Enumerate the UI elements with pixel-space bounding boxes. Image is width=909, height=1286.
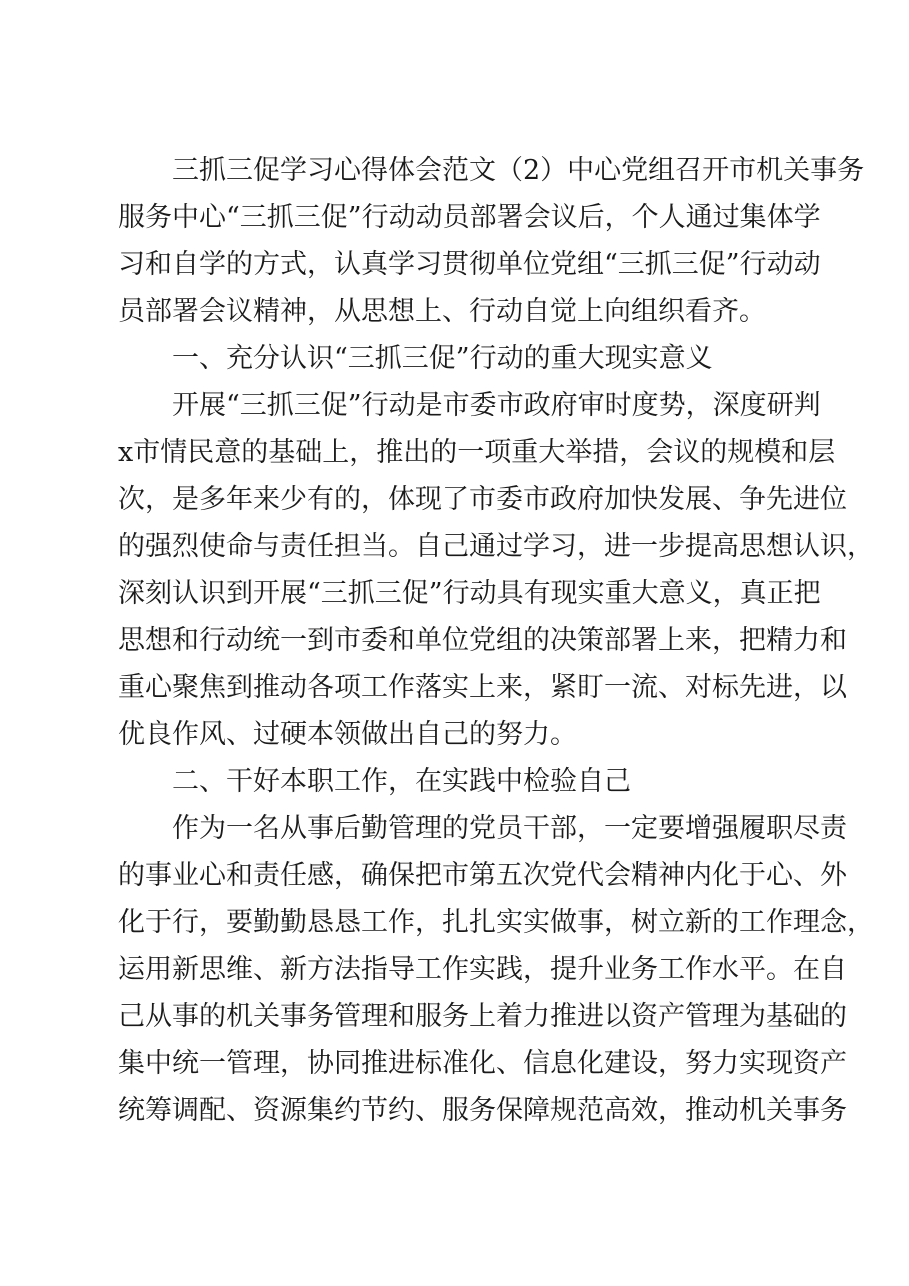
paragraph-line: 思想和行动统一到市委和单位党组的决策部署上来，把精力和 — [118, 625, 847, 656]
paragraph-line: 次，是多年来少有的，体现了市委市政府加快发展、争先进位 — [118, 484, 847, 515]
paragraph-line: 统筹调配、资源集约节约、服务保障规范高效，推动机关事务 — [118, 1095, 847, 1126]
section-heading: 一、充分认识“三抓三促”行动的重大现实意义 — [118, 343, 713, 374]
paragraph-line: 重心聚焦到推动各项工作落实上来，紧盯一流、对标先进，以 — [118, 672, 847, 703]
paragraph-line: 优良作风、过硬本领做出自己的努力。 — [118, 719, 577, 750]
paragraph-line: 的强烈使命与责任担当。自己通过学习，进一步提高思想认识， — [118, 531, 874, 562]
paragraph-line: x市情民意的基础上，推出的一项重大举措，会议的规模和层 — [118, 437, 836, 468]
paragraph-line: 员部署会议精神，从思想上、行动自觉上向组织看齐。 — [118, 296, 766, 327]
paragraph-line: 化于行，要勤勤恳恳工作，扎扎实实做事，树立新的工作理念， — [118, 907, 874, 938]
paragraph-line: 集中统一管理，协同推进标准化、信息化建设，努力实现资产 — [118, 1048, 847, 1079]
paragraph-line: 己从事的机关事务管理和服务上着力推进以资产管理为基础的 — [118, 1001, 847, 1032]
paragraph-line: 作为一名从事后勤管理的党员干部，一定要增强履职尽责 — [118, 813, 847, 844]
paragraph-line: 的事业心和责任感，确保把市第五次党代会精神内化于心、外 — [118, 860, 847, 891]
paragraph-line: 运用新思维、新方法指导工作实践，提升业务工作水平。在自 — [118, 954, 847, 985]
paragraph-line: 三抓三促学习心得体会范文（2）中心党组召开市机关事务 — [118, 155, 865, 186]
paragraph-line: 服务中心“三抓三促”行动动员部署会议后，个人通过集体学 — [118, 202, 821, 233]
paragraph-line: 开展“三抓三促”行动是市委市政府审时度势，深度研判 — [118, 390, 821, 421]
paragraph-line: 深刻认识到开展“三抓三促”行动具有现实重大意义，真正把 — [118, 578, 821, 609]
paragraph-line: 习和自学的方式，认真学习贯彻单位党组“三抓三促”行动动 — [118, 249, 821, 280]
section-heading: 二、干好本职工作，在实践中检验自己 — [118, 766, 631, 797]
